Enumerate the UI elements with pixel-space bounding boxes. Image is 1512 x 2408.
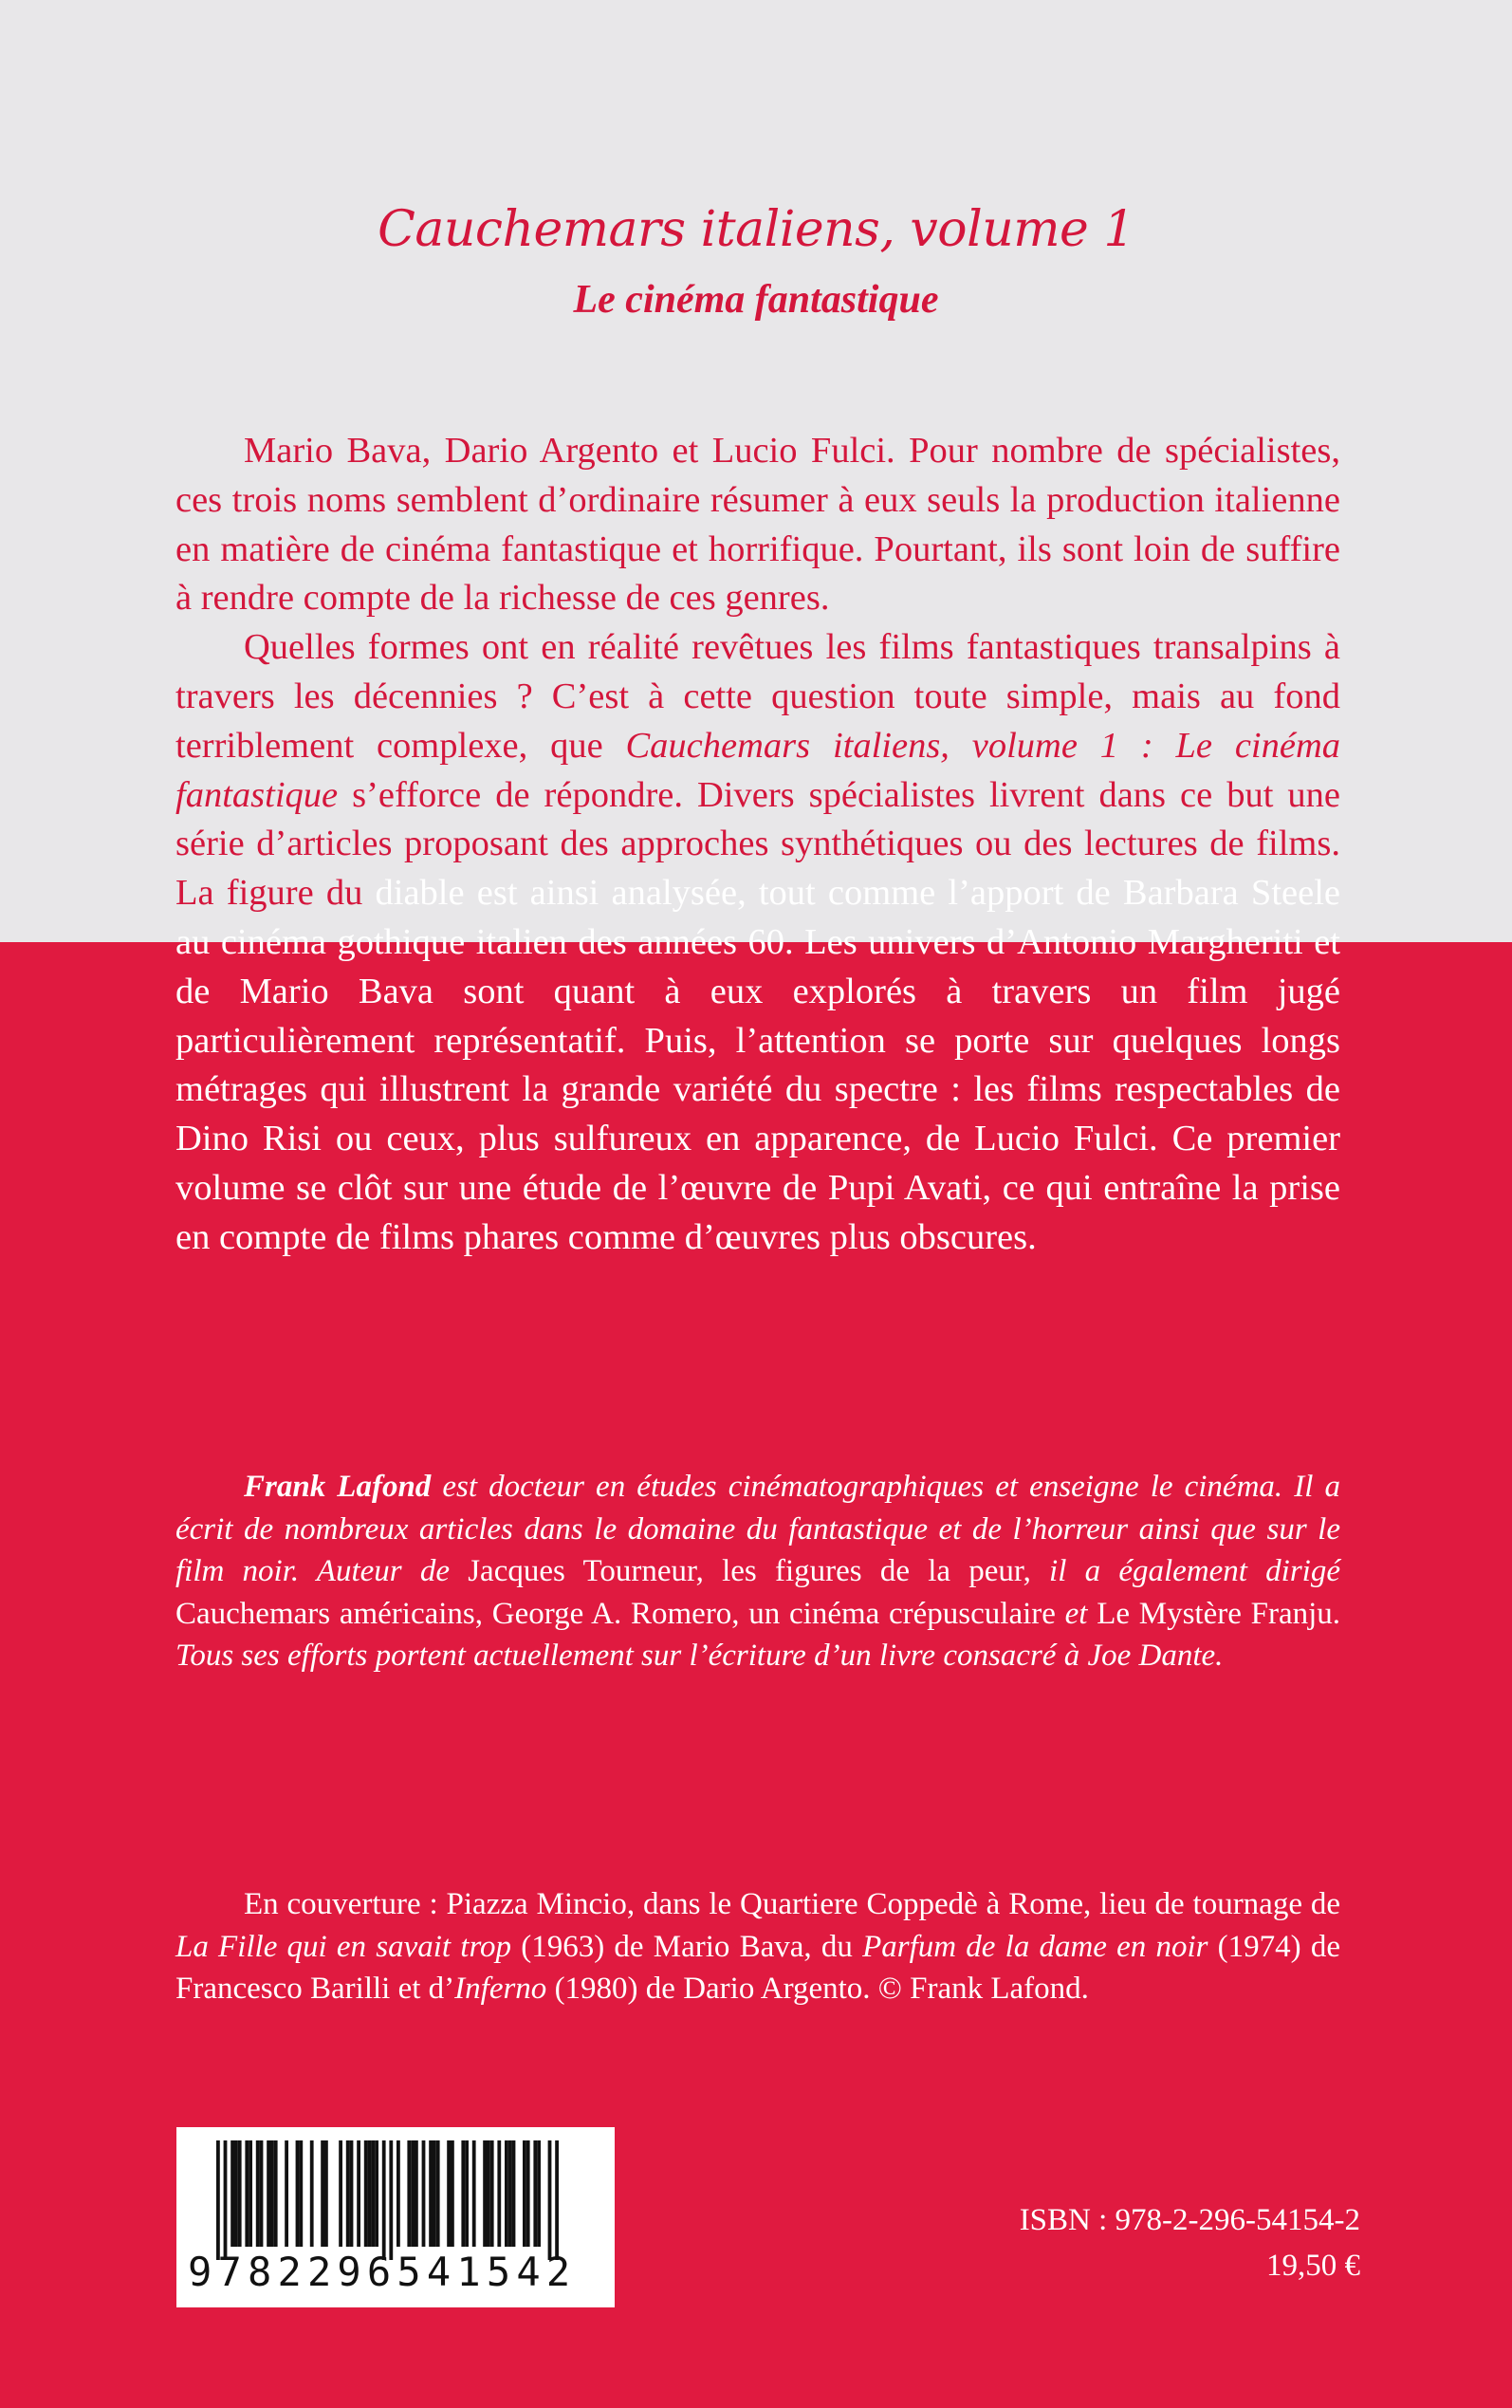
barcode-bar	[350, 2140, 354, 2247]
cover-text-1: En couverture : Piazza Mincio, dans le Quartiere Coppedè à Rome, lieu de tournage de	[244, 1887, 1340, 1921]
barcode-bar	[451, 2140, 454, 2247]
cover-text-4: (1980) de Dario Argento. © Frank Lafond.	[546, 1972, 1089, 2006]
author-bio	[175, 1466, 1340, 1677]
bio-book-1: Jacques Tourneur, les figures de la peur,	[468, 1554, 1031, 1588]
bio-book-4: Le Mystère Franju.	[1097, 1596, 1341, 1631]
summary-paragraph-2	[175, 623, 1340, 1262]
barcode-bar	[505, 2140, 508, 2247]
barcode-bar	[447, 2140, 451, 2247]
barcode-bar	[299, 2140, 303, 2247]
barcode-bar	[296, 2140, 300, 2247]
barcode-bar	[415, 2140, 418, 2247]
bio-text-5: Tous ses efforts portent actuellement sur l’écriture d’un livre consacré à Joe Dante.	[175, 1639, 1224, 1673]
barcode-digits: 9782296541542	[188, 2249, 577, 2295]
isbn: ISBN : 978-2-296-54154-2	[1019, 2203, 1360, 2237]
bio-text-4: et	[1055, 1596, 1097, 1631]
barcode-bar	[382, 2140, 386, 2260]
bio-text-2: il a également dirigé	[1030, 1554, 1340, 1588]
barcode-bar	[555, 2140, 559, 2260]
barcode-bar	[436, 2140, 440, 2247]
barcode-bar	[512, 2140, 516, 2247]
summary-p2-text-a: Quelles formes ont en réalité revêtues les films fantastiques transalpins à travers les décennies ? C’est à cette question toute simple, mais au fond terriblement complexe, que	[175, 627, 1340, 766]
summary-p2-text-b: s’efforce de répondre. Divers spécialistes livrent dans ce but une série d’articles proposant des approches synthétiques ou des lectures de films. La figure du	[175, 774, 1340, 914]
summary-p2-text-c: diable est ainsi analysée, tout comme l’apport de Barbara Steele au cinéma gothique italien des années 60. Les univers d’Antonio Margheriti et de Mario Bava sont quant à eux explorés à travers un film jugé particulièrement représentatif. Puis, l’attention se porte sur quelques longs métrages qui illustrent la grande variété du spectre : les films respectables de Dino Risi ou ceux, plus sulfureux en apparence, de Lucio Fulci. Ce premier volume se clôt sur une étude de l’œuvre de Pupi Avati, ce qui entraîne la prise en compte de films phares comme d’œuvres plus obscures.	[175, 873, 1340, 1257]
barcode-bar	[245, 2140, 249, 2247]
barcode-bar	[339, 2140, 342, 2247]
barcode-bar	[249, 2140, 252, 2247]
bio-book-3: George A. Romero, un cinéma crépusculaire	[491, 1596, 1056, 1631]
barcode-bar	[422, 2140, 426, 2247]
bio-text-1: est docteur en études cinématographiques et enseigne le cinéma. Il a écrit de nombreux articles dans le domaine du fantastique et de l’horreur ainsi que sur le film noir. Auteur de	[175, 1470, 1340, 1588]
barcode-bar	[310, 2140, 314, 2247]
barcode-bar	[357, 2140, 360, 2247]
cover-film-3: Inferno	[454, 1972, 547, 2006]
barcode-bar	[260, 2140, 264, 2247]
summary-paragraph-1: Mario Bava, Dario Argento et Lucio Fulci. Pour nombre de spécialistes, ces trois noms semblent d’ordinaire résumer à eux seuls la production italienne en matière de cinéma fantastique et horrifique. Pourtant, ils sont loin de suffire à rendre compte de la richesse de ces genres.	[175, 431, 1340, 619]
barcode-bar	[396, 2140, 400, 2247]
barcode-bar	[324, 2140, 328, 2247]
barcode-bar	[429, 2140, 433, 2247]
barcode-bar	[508, 2140, 512, 2247]
barcode-bar	[461, 2140, 465, 2247]
barcode-bar	[533, 2140, 537, 2247]
barcode-bar	[234, 2140, 238, 2247]
price: 19,50 €	[1266, 2249, 1360, 2283]
barcode-bar	[364, 2140, 368, 2247]
cover-text-3: (1974) de Francesco Barilli et d’	[175, 1929, 1340, 2006]
barcode-bar	[490, 2140, 494, 2247]
cover-film-2: Parfum de la dame en noir	[862, 1929, 1208, 1964]
bio-book-2: Cauchemars américains,	[175, 1596, 484, 1631]
barcode-bar	[375, 2140, 378, 2247]
bio-text-3	[483, 1597, 492, 1631]
barcode-bar	[216, 2140, 220, 2260]
cover-film-1: La Fille qui en savait trop	[175, 1929, 512, 1964]
author-name: Frank Lafond	[244, 1470, 432, 1504]
author-bio-paragraph	[175, 1466, 1340, 1677]
barcode-bar	[497, 2140, 501, 2247]
barcode-bar	[483, 2140, 487, 2247]
barcode-bar	[321, 2140, 324, 2247]
book-title: Cauchemars italiens, volume 1	[378, 201, 1134, 258]
barcode-bar	[238, 2140, 242, 2247]
barcode-bar	[346, 2140, 350, 2247]
barcode-bar	[411, 2140, 415, 2247]
cover-credit-paragraph	[175, 1883, 1340, 2010]
barcode-bar	[537, 2140, 541, 2247]
barcode-bar	[465, 2140, 469, 2247]
barcode-bar	[523, 2140, 526, 2247]
barcode-bar	[256, 2140, 260, 2247]
barcode-bar	[274, 2140, 278, 2247]
barcode-bar	[267, 2140, 270, 2247]
barcode-bar	[230, 2140, 234, 2247]
book-subtitle: Le cinéma fantastique	[573, 278, 939, 322]
cover-credit	[175, 1883, 1340, 2010]
barcode-bar	[270, 2140, 274, 2247]
summary-book-title: Cauchemars italiens, volume 1 : Le cinéma fantastique	[175, 725, 1340, 815]
barcode-bar	[389, 2140, 393, 2260]
barcode-bar	[285, 2140, 288, 2247]
barcode-bar	[548, 2140, 552, 2260]
barcode	[176, 2127, 615, 2307]
barcode-bar	[224, 2140, 228, 2260]
barcode-bar	[371, 2140, 375, 2247]
barcode-bar	[472, 2140, 476, 2247]
barcode-bar	[487, 2140, 490, 2247]
barcode-bar	[433, 2140, 436, 2247]
barcode-bar	[368, 2140, 372, 2247]
cover-text-2: (1963) de Mario Bava, du	[511, 1929, 863, 1964]
barcode-bar	[407, 2140, 411, 2247]
summary-text	[175, 427, 1340, 1263]
barcode-bar	[526, 2140, 530, 2247]
